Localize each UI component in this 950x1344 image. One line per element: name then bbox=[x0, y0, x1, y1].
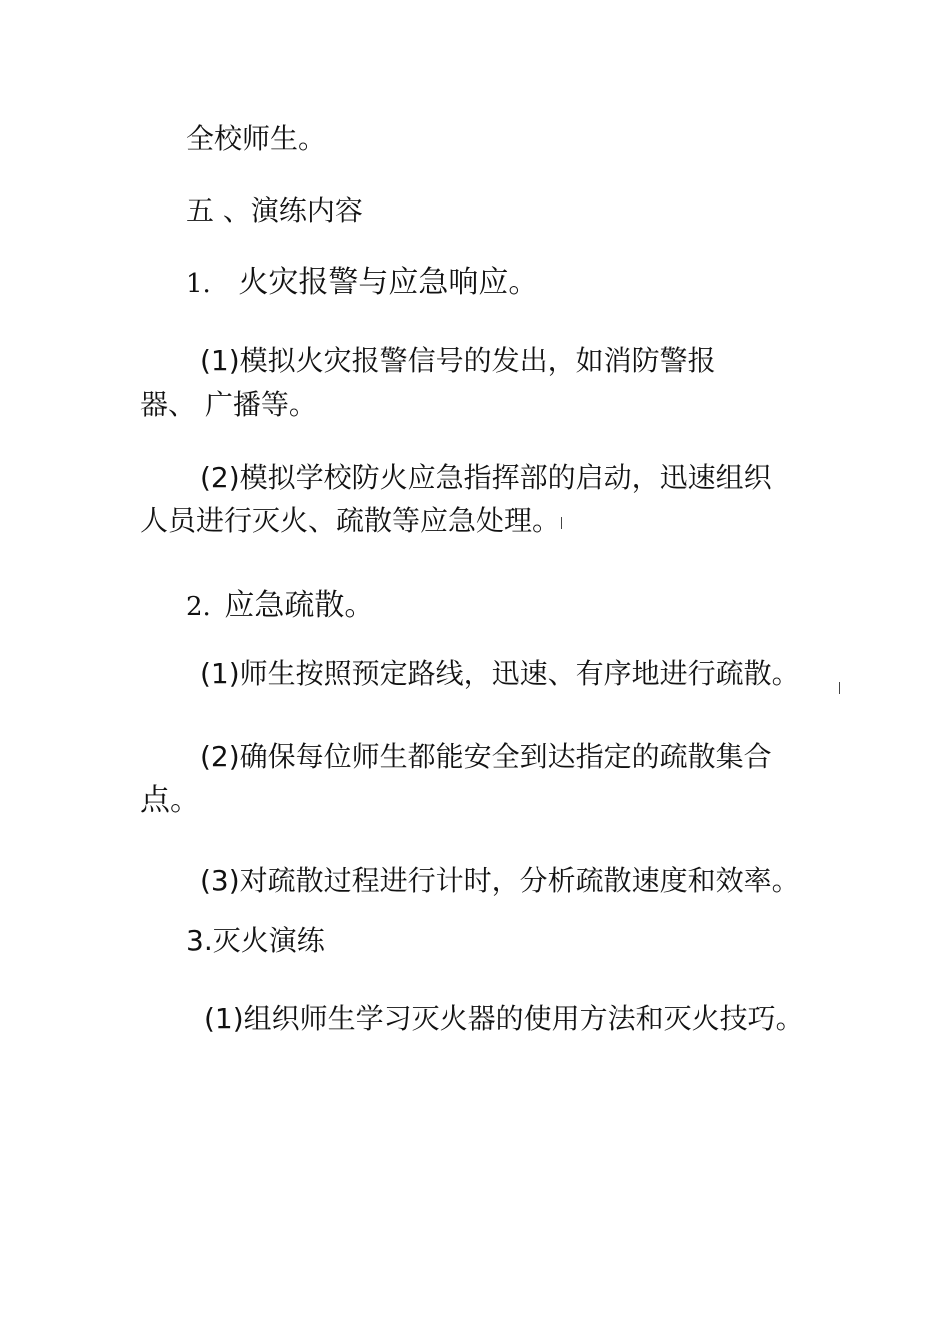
text-line: 点。 bbox=[140, 783, 200, 818]
subsection-heading: 3.灭火演练 bbox=[186, 924, 325, 957]
text-line: (1)师生按照预定路线，迅速、有序地进行疏散。 bbox=[200, 657, 800, 690]
heading-number: 1. bbox=[186, 269, 211, 299]
text-line: (1)组织师生学习灭火器的使用方法和灭火技巧。 bbox=[204, 1002, 804, 1035]
section-heading: 五 、演练内容 bbox=[186, 194, 363, 227]
heading-text: 应急疏散。 bbox=[224, 588, 375, 623]
text-line: 全校师生。 bbox=[186, 122, 327, 155]
text-line: 人员进行灭火、疏散等应急处理。 bbox=[140, 504, 561, 537]
text-line: (2)确保每位师生都能安全到达指定的疏散集合 bbox=[200, 740, 772, 773]
text-line: (1)模拟火灾报警信号的发出，如消防警报 bbox=[200, 344, 716, 377]
text-cursor-mark bbox=[839, 682, 840, 694]
subsection-heading bbox=[186, 265, 538, 302]
text-line: (3)对疏散过程进行计时，分析疏散速度和效率。 bbox=[200, 864, 800, 897]
text-line: (2)模拟学校防火应急指挥部的启动，迅速组织 bbox=[200, 461, 772, 494]
text-line: 器、 广播等。 bbox=[140, 388, 317, 421]
heading-text: 火灾报警与应急响应。 bbox=[238, 265, 539, 300]
text-cursor-mark bbox=[561, 517, 562, 529]
heading-number: 2. bbox=[186, 592, 211, 622]
subsection-heading bbox=[186, 588, 374, 625]
